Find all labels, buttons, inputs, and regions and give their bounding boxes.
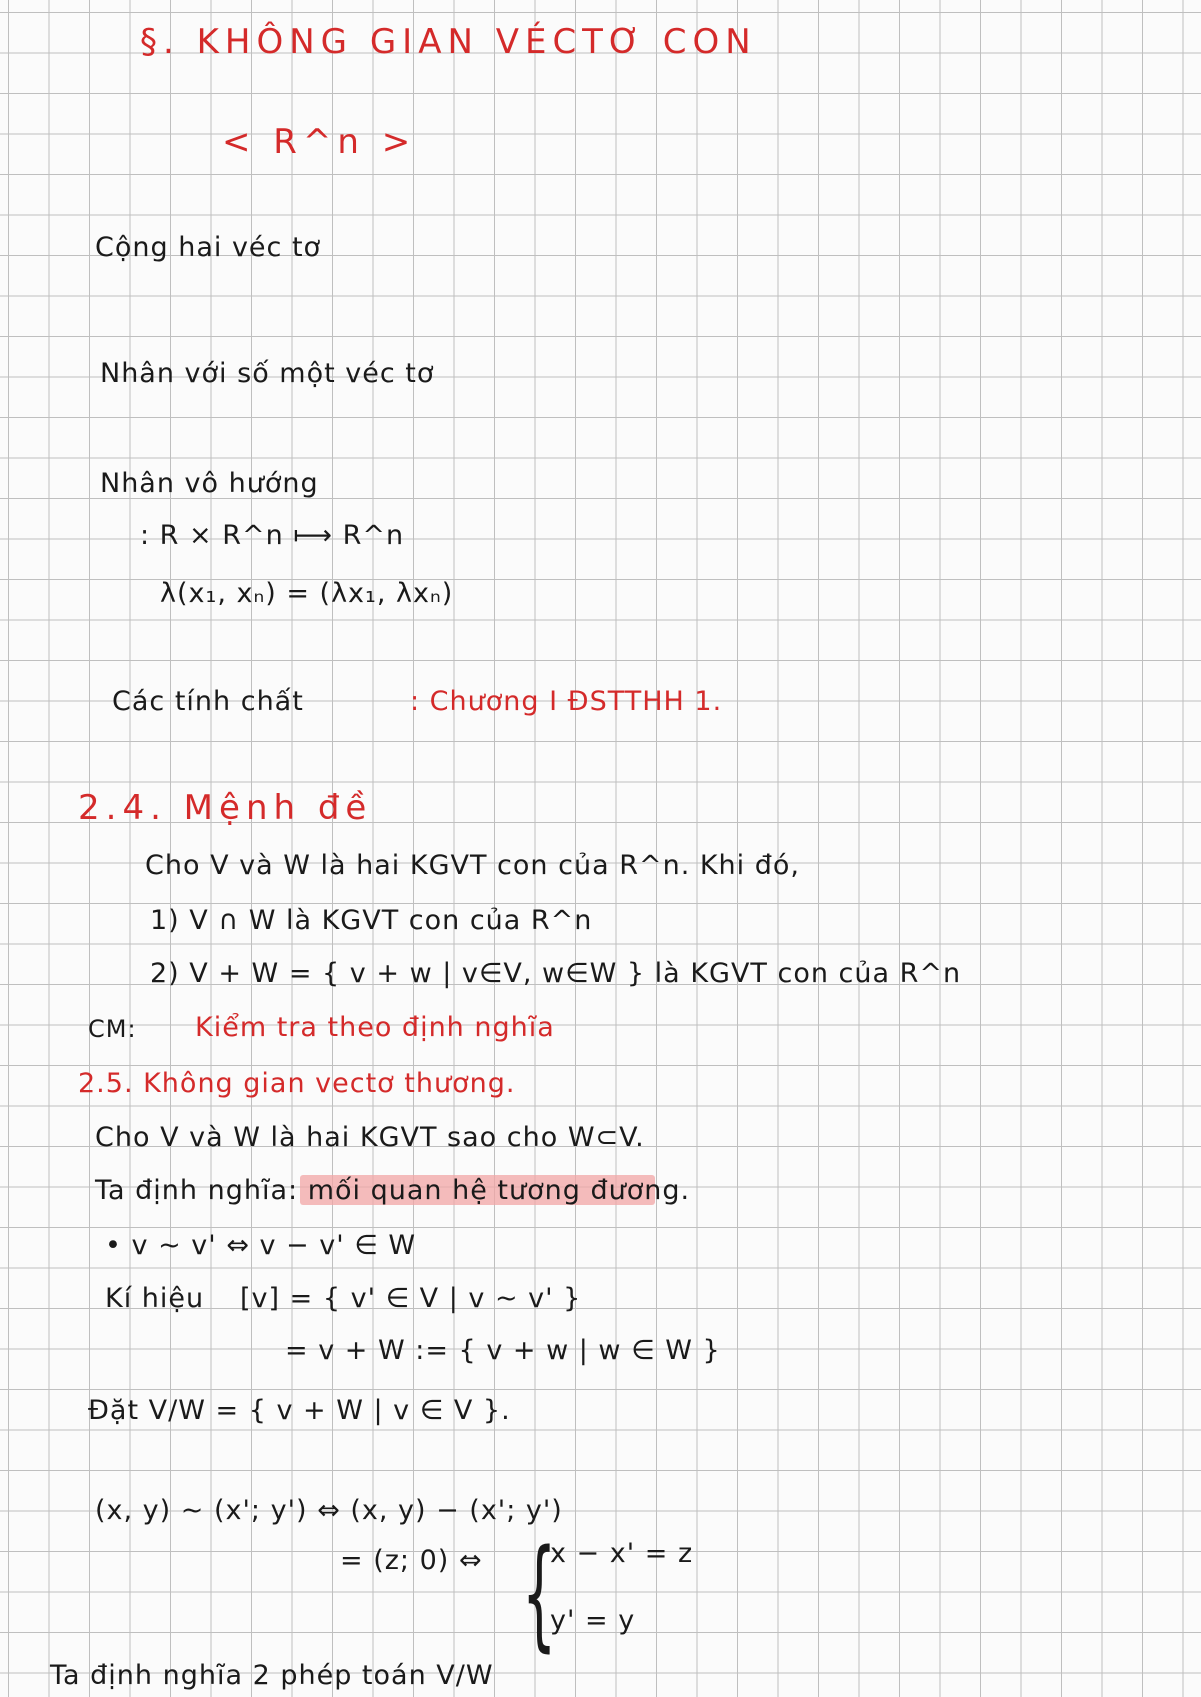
op-add: Cộng hai véc tơ [95, 232, 322, 263]
page-subtitle: < R^n > [222, 122, 417, 162]
system-eq2: y' = y [550, 1605, 636, 1636]
def-prefix: Ta định nghĩa: [95, 1175, 299, 1206]
op-scalar-heading: Nhân vô hướng [100, 468, 319, 499]
proof-label: CM: [88, 1015, 137, 1043]
op-formula: λ(x₁, xₙ) = (λx₁, λxₙ) [160, 578, 454, 609]
closing-line: Ta định nghĩa 2 phép toán V/W [50, 1660, 494, 1691]
sec-2-5-intro: Cho V và W là hai KGVT sao cho W⊂V. [95, 1122, 645, 1153]
sec-2-5-heading: 2.5. Không gian vectơ thương. [78, 1068, 516, 1099]
notation-coset: = v + W := { v + w | w ∈ W } [285, 1335, 721, 1366]
def-highlight: mối quan hệ tương đương [307, 1175, 681, 1206]
notation-class: [v] = { v' ∈ V | v ~ v' } [240, 1283, 582, 1314]
example-line2: = (z; 0) ⇔ [340, 1545, 483, 1576]
properties-ref: : Chương I ĐSTTHH 1. [410, 686, 723, 717]
notation-label: Kí hiệu [105, 1283, 205, 1314]
op-scalar-mult: Nhân với số một véc tơ [100, 358, 435, 389]
proof-text: Kiểm tra theo định nghĩa [195, 1012, 555, 1043]
quotient-def: Đặt V/W = { v + W | v ∈ V }. [88, 1395, 511, 1426]
op-mapping: : R × R^n ⟼ R^n [140, 520, 405, 551]
prop-2-4-item1: 1) V ∩ W là KGVT con của R^n [150, 905, 593, 936]
def-suffix: . [680, 1175, 691, 1206]
system-brace: { [522, 1525, 557, 1664]
prop-2-4-heading: 2.4. Mệnh đề [78, 788, 373, 828]
properties-label: Các tính chất [112, 686, 304, 717]
prop-2-4-item2: 2) V + W = { v + w | v∈V, w∈W } là KGVT con của R^n [150, 958, 962, 989]
example-line1: (x, y) ~ (x'; y') ⇔ (x, y) − (x'; y') [95, 1495, 563, 1526]
system-eq1: x − x' = z [550, 1538, 694, 1569]
equiv-relation: • v ~ v' ⇔ v − v' ∈ W [105, 1230, 417, 1261]
prop-2-4-intro: Cho V và W là hai KGVT con của R^n. Khi đó, [145, 850, 800, 881]
page-title: §. KHÔNG GIAN VÉCTƠ CON [140, 22, 757, 62]
def-line [95, 1175, 690, 1206]
